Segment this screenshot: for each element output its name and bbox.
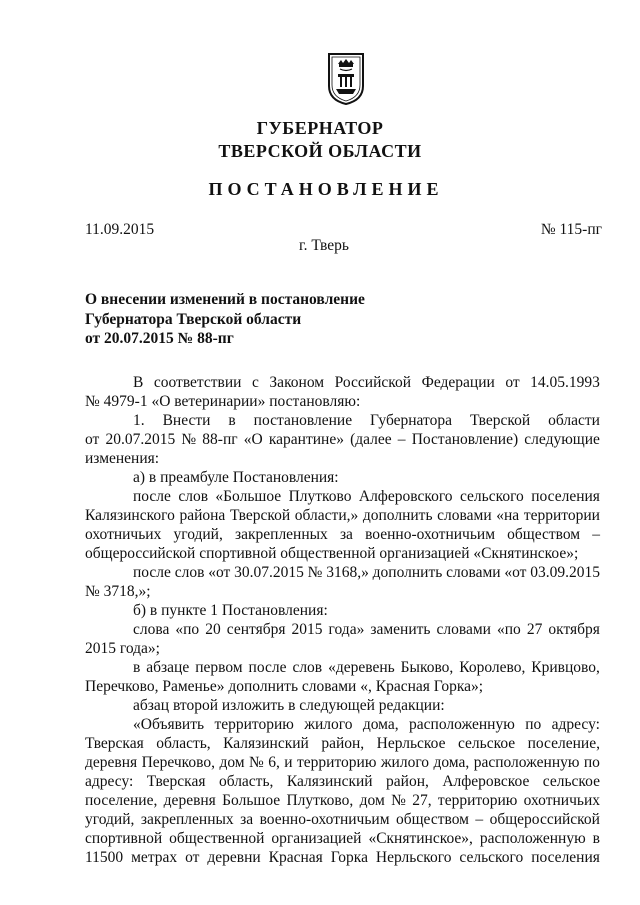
body-word: территории: [523, 507, 600, 524]
document-date: 11.09.2015: [85, 221, 155, 238]
body-word: «Большое: [215, 488, 282, 505]
document-body: [85, 373, 600, 867]
body-word: «деревень: [328, 659, 395, 676]
body-word: слов: [174, 564, 205, 581]
body-word: 11500: [85, 849, 124, 866]
body-word: в: [228, 412, 236, 429]
coat-of-arms-icon: [326, 52, 366, 106]
body-word: деревни: [207, 849, 261, 866]
body-line: [85, 791, 600, 810]
body-word: области: [548, 412, 600, 429]
body-word: дом: [359, 792, 385, 809]
body-line: Перечково, Раменье» дополнить словами «, Красная Горка»;: [85, 678, 484, 695]
body-word: 3168,»: [326, 564, 369, 581]
issuer-region: ТВЕРСКОЙ ОБЛАСТИ: [218, 141, 422, 161]
body-line: абзац второй изложить в следующей редакции:: [133, 697, 445, 714]
body-word: поселение,: [527, 735, 600, 752]
body-word: слова: [133, 621, 170, 638]
body-word: Калязинский: [286, 773, 373, 790]
body-word: общероссийской: [489, 811, 600, 828]
body-line: [85, 506, 600, 525]
body-word: Постановление): [411, 431, 519, 448]
document-city: г. Тверь: [299, 237, 349, 254]
body-word: Большое: [222, 792, 281, 809]
subject-line: О внесении изменений в постановление: [85, 291, 365, 308]
body-line: [85, 772, 600, 791]
body-word: расположенную: [479, 830, 586, 847]
body-word: №: [181, 431, 197, 448]
body-word: дополнить: [362, 507, 433, 524]
body-word: слов: [292, 659, 323, 676]
body-word: района: [179, 507, 226, 524]
body-word: –: [592, 526, 600, 543]
body-line: изменения:: [85, 450, 160, 467]
body-word: октября: [548, 621, 600, 638]
body-word: первом: [195, 659, 243, 676]
body-word: 27: [526, 621, 543, 638]
body-word: за: [339, 526, 353, 543]
body-word: Плутково,: [286, 792, 354, 809]
body-line: [85, 563, 600, 582]
body-line: б) в пункте 1 Постановления:: [133, 602, 328, 619]
issuer-title: ГУБЕРНАТОР: [256, 118, 384, 138]
body-word: общественной: [169, 830, 265, 847]
body-word: постановление: [253, 412, 353, 429]
subject-line: от 20.07.2015 № 88-пг: [85, 330, 234, 347]
body-word: после: [133, 488, 171, 505]
body-word: от: [85, 431, 100, 448]
body-word: «на: [496, 507, 520, 524]
body-word: адресу:: [551, 716, 600, 733]
body-line: [85, 734, 600, 753]
body-word: Внести: [162, 412, 211, 429]
body-word: №: [391, 792, 406, 809]
body-word: деревня: [163, 792, 216, 809]
body-word: от: [185, 849, 200, 866]
body-line: [85, 848, 600, 867]
body-word: после: [248, 659, 287, 676]
body-word: Калязинский: [223, 735, 309, 752]
body-word: с: [252, 374, 259, 391]
body-word: Алферовское: [442, 773, 530, 790]
body-word: спортивной: [85, 830, 163, 847]
body-word: дополнить: [372, 564, 443, 581]
body-line: [85, 487, 600, 506]
body-word: Кривцово,: [531, 659, 600, 676]
subject-line: Губернатора Тверской области: [85, 310, 302, 328]
body-word: 30.07.2015: [234, 564, 304, 581]
body-word: Горка: [330, 849, 368, 866]
body-word: «О: [243, 431, 263, 448]
body-word: Губернатора: [370, 412, 452, 429]
body-word: Федерации: [421, 374, 495, 391]
body-word: от: [505, 374, 520, 391]
body-word: территорию: [297, 754, 377, 771]
body-word: дома,: [362, 716, 399, 733]
body-word: «от: [504, 564, 527, 581]
body-word: словами: [437, 507, 492, 524]
body-line: [85, 810, 600, 829]
body-word: 14.05.1993: [530, 374, 600, 391]
body-word: области,»: [294, 507, 359, 524]
body-word: район,: [386, 773, 429, 790]
body-word: обществом: [395, 811, 469, 828]
body-word: охотничьих: [85, 526, 162, 543]
body-line: № 3718,»;: [85, 583, 151, 600]
body-word: по: [525, 716, 542, 733]
body-word: сельского: [459, 488, 524, 505]
body-line: общероссийской спортивной общественной организацией «Скнятинское»;: [85, 545, 579, 562]
body-word: Перечково,: [141, 754, 216, 771]
body-word: после: [133, 564, 171, 581]
body-word: поселения: [531, 849, 600, 866]
body-word: заменить: [370, 621, 431, 638]
body-word: сельского: [459, 849, 524, 866]
body-word: расположенную: [473, 754, 580, 771]
body-word: Тверская: [146, 773, 206, 790]
body-word: соответствии: [153, 374, 242, 391]
body-line: [85, 829, 600, 848]
body-word: №: [249, 754, 264, 771]
body-word: «по: [497, 621, 521, 638]
body-word: область,: [156, 735, 211, 752]
body-word: в: [133, 659, 141, 676]
body-word: военно-охотничьим: [259, 811, 390, 828]
body-line: [85, 658, 600, 677]
body-word: года»: [328, 621, 365, 638]
body-line: а) в преамбуле Постановления:: [133, 469, 339, 486]
body-word: следующие: [524, 431, 600, 448]
body-word: Алферовского: [358, 488, 453, 505]
body-word: и: [284, 754, 293, 771]
body-word: сельское: [542, 773, 600, 790]
body-word: словами: [446, 564, 501, 581]
body-word: (далее: [350, 431, 392, 448]
body-word: жилого: [304, 716, 353, 733]
body-line: [85, 620, 600, 639]
document-subject: [85, 290, 365, 349]
body-word: «от: [208, 564, 231, 581]
body-word: словами: [436, 621, 491, 638]
body-word: В: [133, 374, 144, 391]
body-word: «по: [175, 621, 200, 638]
body-word: сельское: [457, 735, 516, 752]
body-word: №: [307, 564, 323, 581]
body-word: сентября: [226, 621, 286, 638]
body-word: жилого: [380, 754, 430, 771]
body-word: в: [592, 830, 600, 847]
body-line: [85, 411, 600, 430]
body-word: «Скнятинское»,: [368, 830, 473, 847]
body-word: закрепленных: [140, 811, 234, 828]
body-word: карантине»: [268, 431, 344, 448]
body-word: организацией: [271, 830, 362, 847]
body-word: по: [583, 754, 600, 771]
body-word: территорию: [214, 716, 294, 733]
body-word: обществом: [507, 526, 581, 543]
body-word: адресу:: [85, 773, 134, 790]
body-word: Быково,: [400, 659, 454, 676]
body-word: Калязинского: [85, 507, 175, 524]
body-word: –: [475, 811, 484, 828]
body-word: Тверской: [229, 507, 291, 524]
body-word: деревня: [85, 754, 138, 771]
body-word: Королево,: [459, 659, 526, 676]
body-word: поселения: [531, 488, 600, 505]
body-word: метрах: [131, 849, 178, 866]
body-line: [85, 373, 600, 392]
body-line: [85, 430, 600, 449]
body-word: Тверская: [85, 735, 144, 752]
body-word: слов: [178, 488, 209, 505]
body-word: угодий,: [173, 526, 223, 543]
body-word: Красная: [268, 849, 323, 866]
body-line: [85, 753, 600, 772]
body-word: Плутково: [288, 488, 352, 505]
body-word: дома,: [433, 754, 470, 771]
body-word: 6,: [268, 754, 280, 771]
body-word: поселение,: [85, 792, 158, 809]
body-word: за: [240, 811, 254, 828]
body-line: [85, 715, 600, 734]
body-word: закрепленных: [234, 526, 328, 543]
body-word: 88-пг: [202, 431, 238, 448]
document-number: № 115-пг: [540, 221, 602, 238]
body-word: Тверской: [469, 412, 531, 429]
body-word: 20: [205, 621, 221, 638]
document-type: ПОСТАНОВЛЕНИЕ: [208, 179, 444, 199]
body-word: «Объявить: [133, 716, 205, 733]
body-line: № 4979-1 «О ветеринарии» постановляю:: [85, 393, 361, 410]
body-word: угодий,: [85, 811, 135, 828]
body-word: абзаце: [146, 659, 190, 676]
body-word: 20.07.2015: [105, 431, 176, 448]
body-word: 2015: [291, 621, 323, 638]
body-line: [85, 525, 600, 544]
body-word: район,: [321, 735, 365, 752]
body-word: Нерльское: [376, 735, 446, 752]
body-word: охотничьих: [523, 792, 600, 809]
body-word: Российской: [334, 374, 412, 391]
body-word: –: [397, 431, 406, 448]
body-line: 2015 года»;: [85, 640, 160, 657]
body-word: Нерльского: [375, 849, 452, 866]
body-word: дом: [219, 754, 245, 771]
body-word: Законом: [269, 374, 325, 391]
body-word: 27,: [412, 792, 432, 809]
body-word: 1.: [133, 412, 145, 429]
body-word: 03.09.2015: [530, 564, 600, 581]
body-word: расположенную: [409, 716, 515, 733]
body-word: военно-охотничьим: [365, 526, 496, 543]
body-word: область,: [218, 773, 274, 790]
body-word: территорию: [437, 792, 518, 809]
